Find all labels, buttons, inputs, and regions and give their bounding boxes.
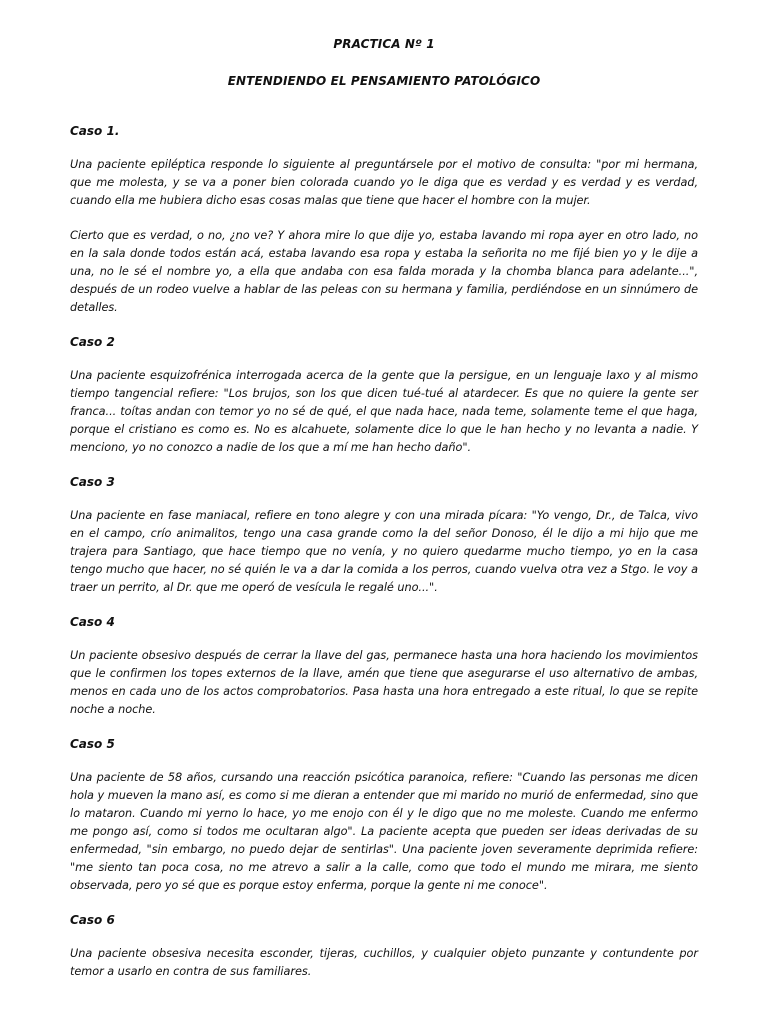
case-paragraph: Una paciente obsesiva necesita esconder, tijeras, cuchillos, y cualquier objeto punzante y contundente por temor a usarlo en contra de sus familiares. bbox=[70, 947, 698, 978]
case-paragraph: Una paciente en fase maniacal, refiere en tono alegre y con una mirada pícara: "Yo vengo, Dr., de Talca, vivo en el campo, crío animalitos, tengo una casa grande como la del señor Donoso, él le dijo a mi hijo que me trajera para Santiago, que hace tiempo que no venía, y no quiero quedarme mucho tiempo, yo en la casa tengo mucho que hacer, no sé quién le va a dar la comida a los perros, cuando vuelva otra vez a Stgo. le voy a traer un perrito, al Dr. que me operó de vesícula le regalé uno...". bbox=[70, 509, 698, 594]
case-5 bbox=[70, 736, 698, 895]
document-subtitle: ENTENDIENDO EL PENSAMIENTO PATOLÓGICO bbox=[227, 74, 541, 88]
case-heading: Caso 5 bbox=[70, 737, 115, 751]
case-3 bbox=[70, 474, 698, 597]
case-heading: Caso 3 bbox=[70, 475, 115, 489]
document-title: PRACTICA Nº 1 bbox=[333, 37, 435, 51]
case-2 bbox=[70, 334, 698, 457]
case-6 bbox=[70, 912, 698, 981]
case-paragraph: Una paciente de 58 años, cursando una reacción psicótica paranoica, refiere: "Cuando las personas me dicen hola y mueven la mano así, es como si me dieran a entender que mi marido no murió de enfermedad, sino que lo mataron. Cuando mi yerno lo hace, yo me enojo con él y le digo que no me moleste. Cuando me enfermo me pongo así, como si todos me ocultaran algo". La paciente acepta que pueden ser ideas derivadas de su enfermedad, "sin embargo, no puedo dejar de sentirlas". Una paciente joven severamente deprimida refiere: "me siento tan poca cosa, no me atrevo a salir a la calle, como que todo el mundo me mirara, me siento observada, pero yo sé que es porque estoy enferma, porque la gente ni me conoce". bbox=[70, 771, 698, 892]
case-heading: Caso 6 bbox=[70, 913, 115, 927]
case-heading: Caso 1. bbox=[70, 124, 120, 138]
case-paragraph: Una paciente epiléptica responde lo siguiente al preguntársele por el motivo de consulta: "por mi hermana, que me molesta, y se va a poner bien colorada cuando yo le diga que es verdad y es verdad y es verdad, cuando ella me hubiera dicho esas cosas malas que tiene que hacer el hombre con la mujer. bbox=[70, 158, 698, 207]
document-page bbox=[70, 36, 698, 998]
case-heading: Caso 4 bbox=[70, 615, 115, 629]
case-paragraph: Una paciente esquizofrénica interrogada acerca de la gente que la persigue, en un lenguaje laxo y al mismo tiempo tangencial refiere: "Los brujos, son los que dicen tué-tué al atardecer. Es que no quiere la gente ser franca... toítas andan con temor yo no sé de qué, el que nada hace, nada teme, solamente teme el que haga, porque el cristiano es como es. No es alcahuete, solamente dice lo que le han hecho y no levanta a nadie. Y menciono, yo no conozco a nadie de los que a mí me han hecho daño". bbox=[70, 369, 698, 454]
case-paragraph: Cierto que es verdad, o no, ¿no ve? Y ahora mire lo que dije yo, estaba lavando mi ropa ayer en otro lado, no en la sala donde todos están acá, estaba lavando esa ropa y estaba la señorita no me fijé bien yo y le dije a una, no le sé el nombre yo, a ella que andaba con esa falda morada y la chomba blanca para adelante...", después de un rodeo vuelve a hablar de las peleas con su hermana y familia, perdiéndose en un sinnúmero de detalles. bbox=[70, 229, 698, 314]
case-4 bbox=[70, 614, 698, 719]
case-1 bbox=[70, 123, 698, 317]
case-paragraph: Un paciente obsesivo después de cerrar la llave del gas, permanece hasta una hora haciendo los movimientos que le confirmen los topes externos de la llave, amén que tiene que asegurarse el uso alternativo de ambas, menos en cada uno de los actos comprobatorios. Pasa hasta una hora entregado a este ritual, lo que se repite noche a noche. bbox=[70, 649, 698, 716]
case-heading: Caso 2 bbox=[70, 335, 115, 349]
